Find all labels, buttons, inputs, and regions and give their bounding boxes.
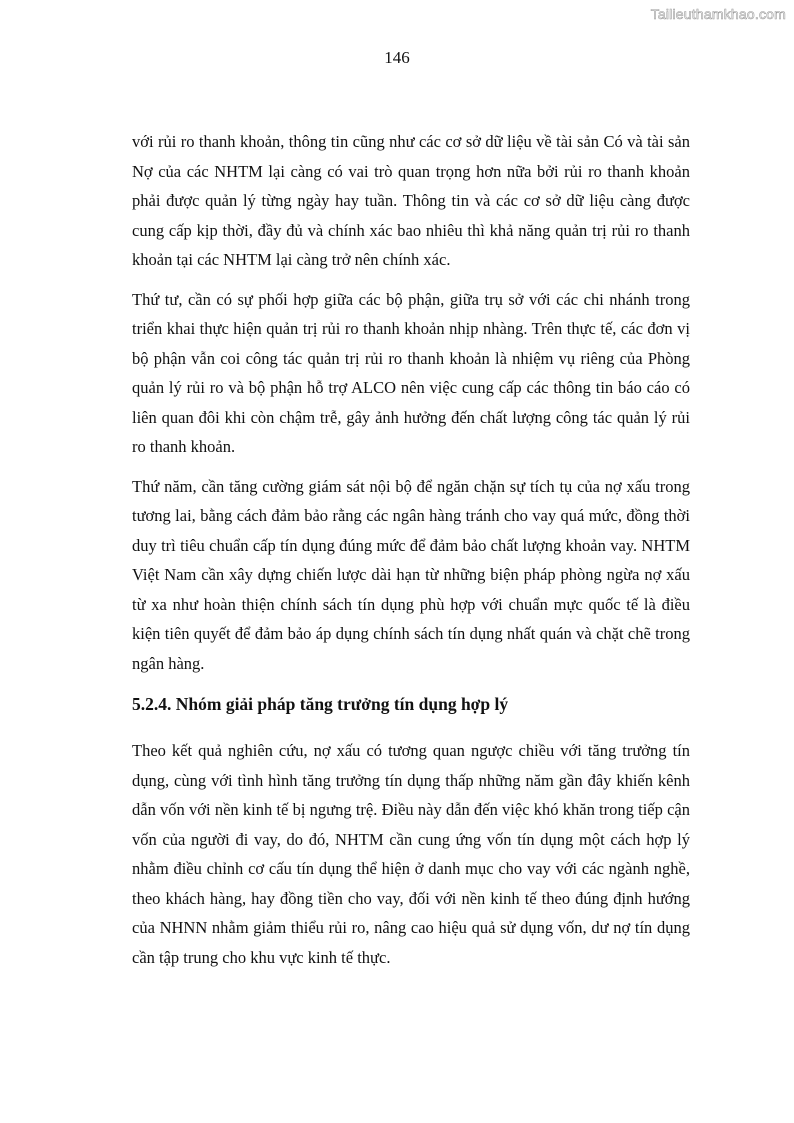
paragraph: Thứ năm, cần tăng cường giám sát nội bộ để ngăn chặn sự tích tụ của nợ xấu trong tương lai, bằng cách đảm bảo rằng các ngân hàng tránh cho vay quá mức, đồng thời duy trì tiêu chuẩn cấp tín dụng đúng mức để đảm bảo chất lượng khoản vay. NHTM Việt Nam cần xây dựng chiến lược dài hạn từ những biện pháp phòng ngừa nợ xấu từ xa như hoàn thiện chính sách tín dụng phù hợp với chuẩn mực quốc tế là điều kiện tiên quyết để đảm bảo áp dụng chính sách tín dụng nhất quán và chặt chẽ trong ngân hàng. [132, 476, 690, 673]
paragraph: với rủi ro thanh khoản, thông tin cũng như các cơ sở dữ liệu về tài sản Có và tài sản Nợ của các NHTM lại càng có vai trò quan trọng hơn nữa bởi rủi ro thanh khoản phải được quản lý từng ngày hay tuần. Thông tin và các cơ sở dữ liệu càng được cung cấp kịp thời, đầy đủ và chính xác bao nhiêu thì khả năng quản trị rủi ro thanh khoản tại các NHTM lại càng trở nên chính xác. [132, 132, 690, 269]
paragraph: Thứ tư, cần có sự phối hợp giữa các bộ phận, giữa trụ sở với các chi nhánh trong triển khai thực hiện quản trị rủi ro thanh khoản nhịp nhàng. Trên thực tế, các đơn vị bộ phận vẫn coi công tác quản trị rủi ro thanh khoản là nhiệm vụ riêng của Phòng quản lý rủi ro và bộ phận hỗ trợ ALCO nên việc cung cấp các thông tin báo cáo có liên quan đôi khi còn chậm trễ, gây ảnh hưởng đến chất lượng công tác quản lý rủi ro thanh khoản. [132, 289, 690, 456]
section-heading: 5.2.4. Nhóm giải pháp tăng trưởng tín dụng hợp lý [132, 694, 509, 714]
document-body [132, 127, 690, 982]
page-number: 146 [384, 48, 410, 67]
watermark: Tailieuthamkhao.com [650, 6, 786, 22]
paragraph: Theo kết quả nghiên cứu, nợ xấu có tương quan ngược chiều với tăng trưởng tín dụng, cùng với tình hình tăng trưởng tín dụng thấp những năm gần đây khiến kênh dẫn vốn với nền kinh tế bị ngưng trệ. Điều này dẫn đến việc khó khăn trong tiếp cận vốn của người đi vay, do đó, NHTM cần cung ứng vốn tín dụng một cách hợp lý nhằm điều chỉnh cơ cấu tín dụng thể hiện ở danh mục cho vay với các ngành nghề, theo khách hàng, hay đồng tiền cho vay, đối với nền kinh tế theo đúng định hướng của NHNN nhằm giảm thiểu rủi ro, nâng cao hiệu quả sử dụng vốn, dư nợ tín dụng cần tập trung cho khu vực kinh tế thực. [132, 741, 690, 967]
